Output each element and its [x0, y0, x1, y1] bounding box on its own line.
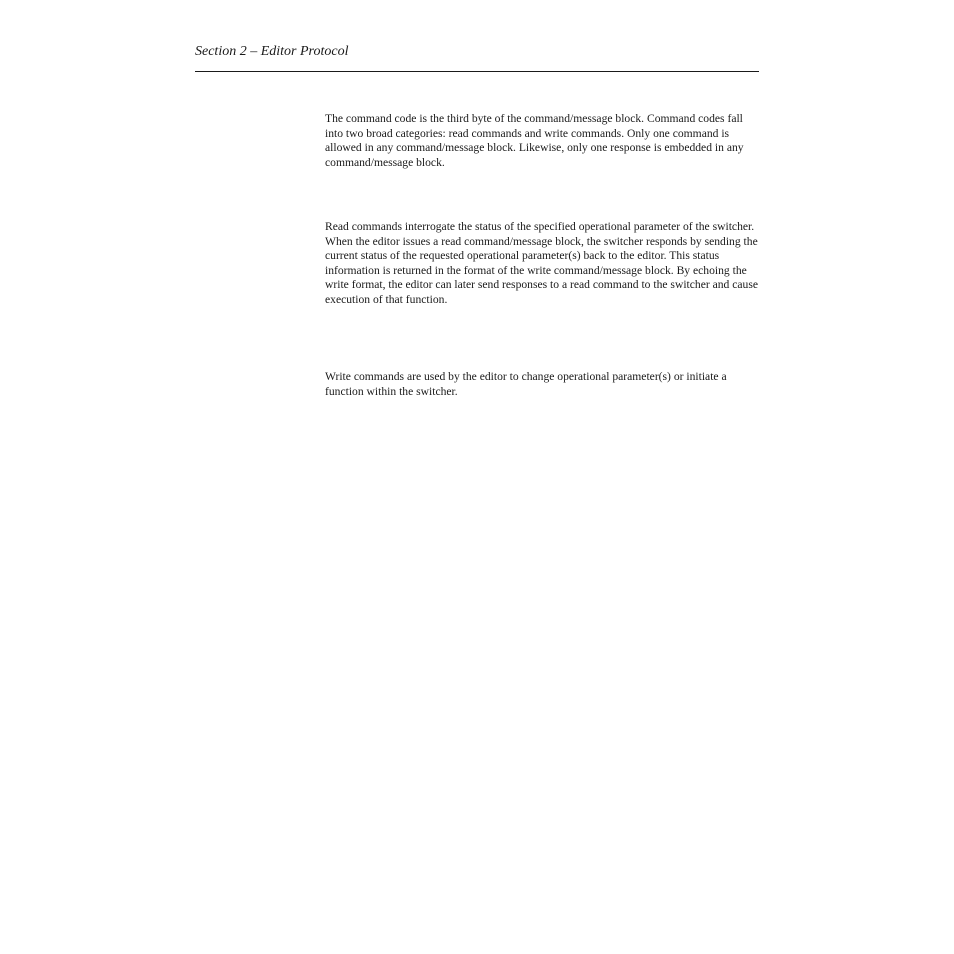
command-code-paragraph: The command code is the third byte of the command/message block. Command codes fall into two broad categories: read commands and write commands. Only one command is allowed in any command/message block. Likewise, only one response is embedded in any command/message block. [325, 112, 744, 169]
write-commands-paragraph: Write commands are used by the editor to change operational parameter(s) or initiate a function within the switcher. [325, 370, 727, 398]
section-title: Section 2 – Editor Protocol [195, 44, 349, 59]
read-commands-paragraph: Read commands interrogate the status of the specified operational parameter of the switcher. When the editor issues a read command/message block, the switcher responds by sending the current status of the requested operational parameter(s) back to the editor. This status information is returned in the format of the write command/message block. By echoing the write format, the editor can later send responses to a read command to the switcher and cause execution of that function. [325, 220, 758, 306]
page-header [195, 43, 759, 72]
